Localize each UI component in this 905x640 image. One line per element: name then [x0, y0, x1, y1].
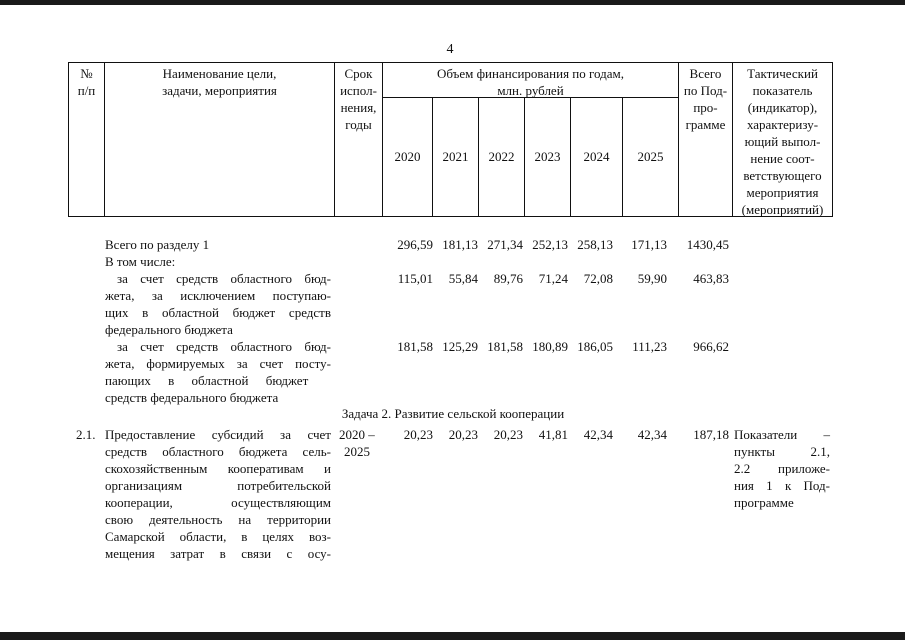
header-total: Всего по Под- про- грамме: [683, 66, 728, 132]
header-year-2024: 2024: [583, 149, 610, 164]
header-year-2021: 2021: [442, 149, 469, 164]
header-top-rule: [68, 62, 832, 63]
header-funding: Объем финансирования по годам, млн. рублей: [436, 66, 625, 98]
item-total: 187,18: [693, 427, 729, 442]
scan-border-top: [0, 0, 905, 5]
header-year-2022: 2022: [488, 149, 515, 164]
item-number: 2.1.: [76, 427, 96, 442]
header-indicator: Тактический показатель (индикатор), характеризу- ющий выпол- нение соот- ветствующего мероприятия (мероприятий): [741, 66, 824, 217]
header-num: № п/п: [77, 66, 96, 98]
task-heading: Задача 2. Развитие сельской кооперации: [341, 406, 565, 421]
scan-border-bottom: [0, 632, 905, 640]
section-total-label: Всего по разделу 1: [105, 237, 210, 252]
page-number: 4: [446, 42, 454, 57]
section-total-sum: 1430,45: [686, 237, 729, 252]
header-term: Срок испол- нения, годы: [340, 66, 377, 132]
item-term-start: 2020 –: [339, 427, 375, 442]
header-year-2020: 2020: [394, 149, 421, 164]
header-bottom-rule: [68, 216, 832, 217]
including-label: В том числе:: [105, 254, 176, 269]
header-name: Наименование цели, задачи, мероприятия: [162, 66, 277, 98]
header-year-2023: 2023: [534, 149, 561, 164]
item-term-end: 2025: [344, 444, 370, 459]
header-year-2025: 2025: [637, 149, 664, 164]
